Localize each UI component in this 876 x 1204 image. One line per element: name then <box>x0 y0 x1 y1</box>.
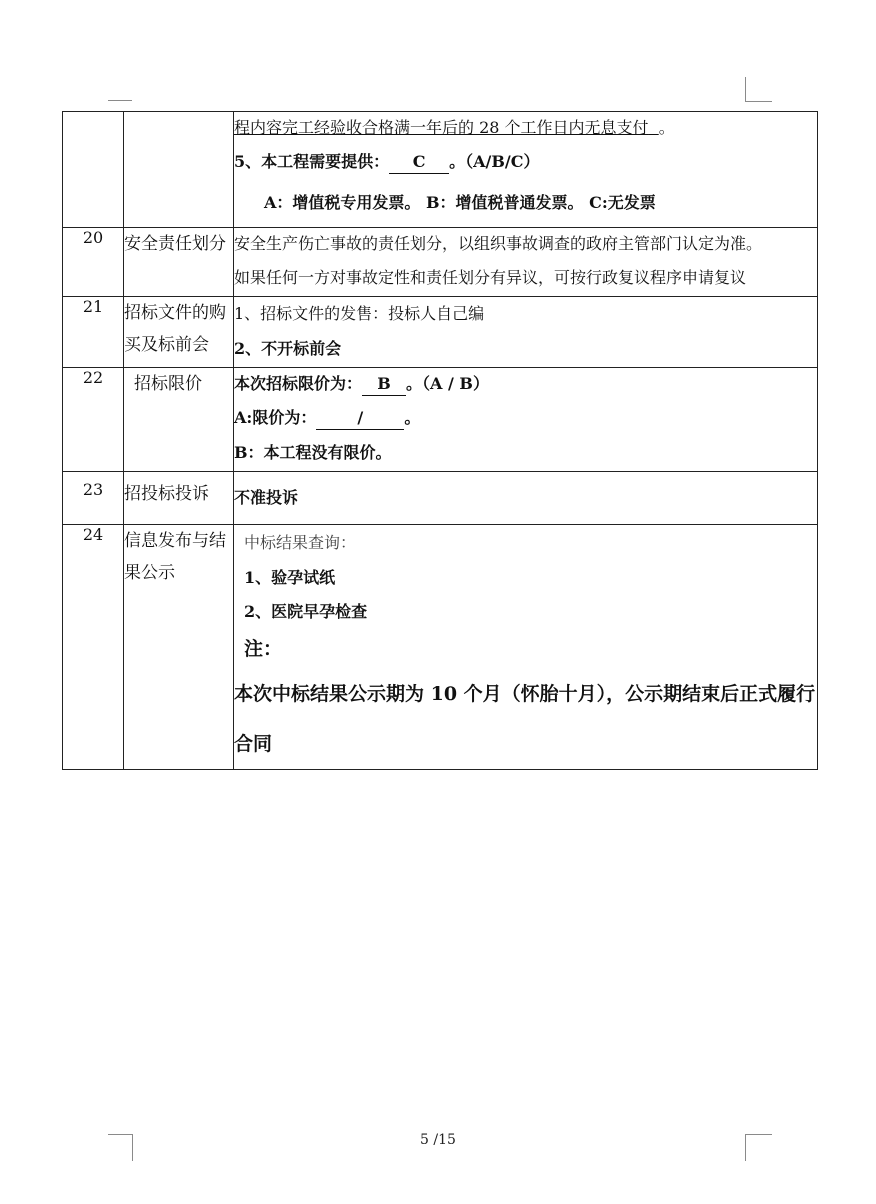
table-row-24 <box>63 525 818 770</box>
price-cap-choice: B <box>362 373 406 396</box>
row-item-title: 信息发布与结果公示 <box>124 525 234 770</box>
safety-text-line2: 如果任何一方对事故定性和责任划分有异议，可按行政复议程序申请复议 <box>234 268 747 287</box>
row-number: 20 <box>63 228 124 297</box>
row-number: 21 <box>63 297 124 368</box>
row-item-title: 招标限价 <box>124 368 234 472</box>
note-label: 注： <box>244 638 283 660</box>
announcement-note: 本次中标结果公示期为 10 个月（怀胎十月），公示期结束后正式履行合同 <box>234 683 816 755</box>
result-query-item-2: 2、医院早孕检查 <box>244 602 368 621</box>
price-cap-options: 。（A / B） <box>406 374 489 393</box>
invoice-options-text: A：增值税专用发票。 B：增值税普通发票。 C:无发票 <box>264 193 656 212</box>
row-item-title: 招标文件的购买及标前会 <box>124 297 234 368</box>
price-cap-amount-label: A:限价为： <box>234 408 317 427</box>
crop-mark-top-left <box>108 100 132 101</box>
row-item-title: 安全责任划分 <box>124 228 234 297</box>
table-row-23 <box>63 472 818 525</box>
price-cap-amount-end: 。 <box>404 408 421 427</box>
row-content-cell <box>234 525 818 770</box>
row-content-cell <box>234 472 818 525</box>
invoice-choice-options: 。（A/B/C） <box>449 152 540 171</box>
safety-text-line1: 安全生产伤亡事故的责任划分，以组织事故调查的政府主管部门认定为准。 <box>234 234 763 253</box>
row-number: 24 <box>63 525 124 770</box>
row-content-cell <box>234 368 818 472</box>
invoice-requirement-label: 5、本工程需要提供： <box>234 152 390 171</box>
table-row-20 <box>63 228 818 297</box>
table-row-19-continued <box>63 112 818 228</box>
row-number-cell <box>63 112 124 228</box>
row-content-cell <box>234 228 818 297</box>
invoice-choice-value: C <box>389 151 449 174</box>
crop-mark-top-right <box>745 77 772 102</box>
table-row-22 <box>63 368 818 472</box>
row-content-cell <box>234 297 818 368</box>
tender-doc-sale-text: 1、招标文件的发售：投标人自己编 <box>234 304 485 323</box>
price-cap-label: 本次招标限价为： <box>234 374 363 393</box>
payment-terms-end: 。 <box>658 118 675 137</box>
row-item-title: 招投标投诉 <box>124 472 234 525</box>
result-query-heading: 中标结果查询： <box>244 533 357 552</box>
page-number: 5 /15 <box>420 1132 456 1148</box>
price-cap-amount: / <box>316 407 404 430</box>
table-row-21 <box>63 297 818 368</box>
tender-info-table <box>62 111 818 770</box>
result-query-item-1: 1、验孕试纸 <box>244 568 336 587</box>
row-content-cell <box>234 112 818 228</box>
no-price-cap-text: B：本工程没有限价。 <box>234 443 392 462</box>
row-item-cell <box>124 112 234 228</box>
complaint-policy-text: 不准投诉 <box>234 488 299 507</box>
payment-terms-text: 程内容完工经验收合格满一年后的 28 个工作日内无息支付 <box>234 118 649 137</box>
row-number: 22 <box>63 368 124 472</box>
row-number: 23 <box>63 472 124 525</box>
pre-bid-meeting-text: 2、不开标前会 <box>234 339 342 358</box>
